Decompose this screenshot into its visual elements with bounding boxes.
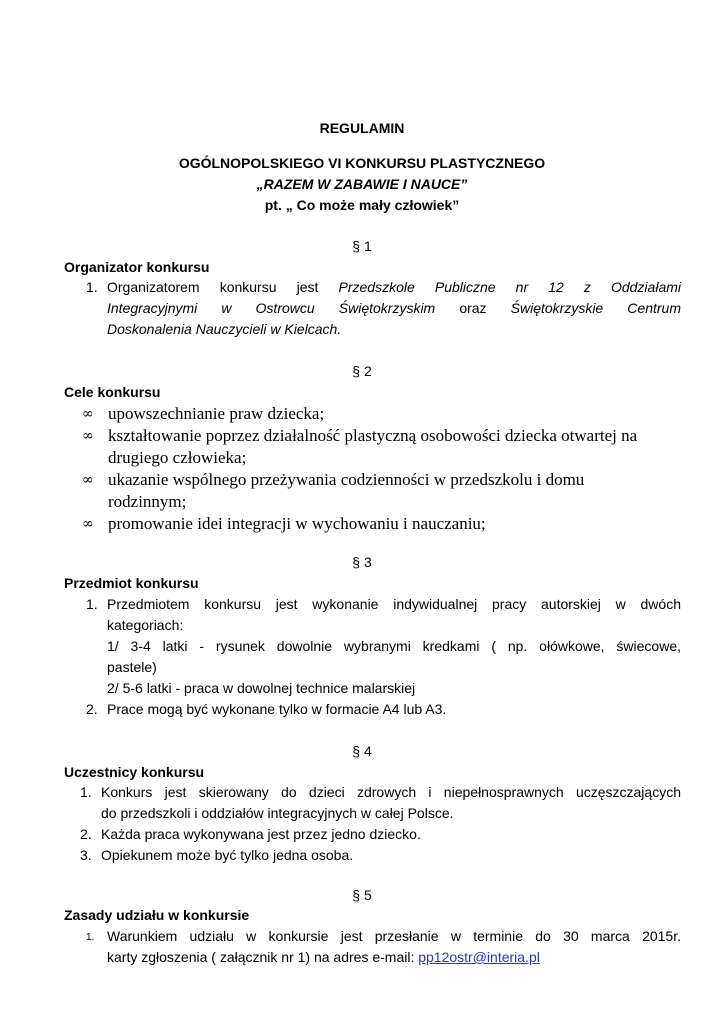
category-item: 1/ 3-4 latki - rysunek dowolnie wybranymi kredkami ( np. ołówkowe, świecowe,: [107, 638, 681, 654]
conjunction: oraz: [459, 300, 487, 316]
goal-item: kształtowanie poprzez działalność plastyczną osobowości dziecka otwartej na: [108, 426, 638, 445]
rules-item: Warunkiem udziału w konkursie jest przesłanie w terminie do 30 marca 2015r.: [107, 928, 681, 944]
category-item: 2/ 5-6 latki - praca w dowolnej technice malarskiej: [107, 680, 416, 696]
subject-item: Przedmiotem konkursu jest wykonanie indywidualnej pracy autorskiej w dwóch: [107, 596, 681, 612]
category-item-cont: pastele): [107, 659, 157, 675]
goal-item: upowszechnianie praw dziecka;: [108, 404, 325, 423]
doc-subtitle: OGÓLNOPOLSKIEGO VI KONKURSU PLASTYCZNEGO: [178, 155, 546, 171]
goal-item: promowanie idei integracji w wychowaniu i nauczaniu;: [108, 514, 486, 533]
contest-name: „RAZEM W ZABAWIE I NAUCE”: [256, 176, 468, 192]
section-mark-3: § 3: [352, 554, 372, 570]
list-number: 3.: [80, 847, 92, 863]
list-number: 1.: [86, 596, 98, 612]
goal-item-cont: rodzinnym;: [108, 492, 187, 511]
infinity-bullet-icon: ∞: [82, 472, 94, 488]
organizer-line-1: [107, 277, 681, 298]
section-mark-5: § 5: [352, 887, 372, 903]
list-number: 1.: [86, 932, 95, 943]
subject-item-cont: kategoriach:: [107, 617, 184, 633]
goal-item-cont: drugiego człowieka;: [108, 448, 247, 467]
organizer-name: Przedszkole Publiczne nr 12 z Oddziałami: [338, 279, 681, 295]
format-item: Prace mogą być wykonane tylko w formacie A4 lub A3.: [107, 701, 447, 717]
email-link[interactable]: pp12ostr@interia.pl: [418, 949, 540, 965]
organizer-text: Organizatorem konkursu jest: [107, 279, 319, 295]
organizer-line-2: [107, 298, 681, 319]
infinity-bullet-icon: ∞: [82, 428, 94, 444]
rules-item-cont: [107, 947, 540, 968]
section-mark-1: § 1: [352, 238, 372, 254]
doc-title: REGULAMIN: [319, 120, 405, 136]
infinity-bullet-icon: ∞: [82, 516, 94, 532]
contest-theme: pt. „ Co może mały człowiek”: [264, 197, 460, 213]
section-heading-2: Cele konkursu: [64, 384, 161, 400]
participants-item-cont: do przedszkoli i oddziałów integracyjnych w całej Polsce.: [101, 805, 454, 821]
section-heading-5: Zasady udziału w konkursie: [64, 907, 250, 923]
section-heading-4: Uczestnicy konkursu: [64, 764, 205, 780]
organizer-name-cont: Integracyjnymi w Ostrowcu Świętokrzyskim: [107, 300, 436, 316]
section-heading-3: Przedmiot konkursu: [64, 575, 199, 591]
list-number: 1.: [86, 279, 98, 295]
list-number: 2.: [86, 701, 98, 717]
co-organizer-name-cont: Doskonalenia Nauczycieli w Kielcach.: [107, 321, 342, 337]
section-mark-4: § 4: [352, 743, 372, 759]
rules-text: karty zgłoszenia ( załącznik nr 1) na adres e-mail:: [107, 949, 415, 965]
infinity-bullet-icon: ∞: [82, 406, 94, 422]
section-mark-2: § 2: [352, 363, 372, 379]
participants-item: Konkurs jest skierowany do dzieci zdrowych i niepełnosprawnych uczęszczających: [101, 784, 681, 800]
list-number: 1.: [80, 784, 92, 800]
section-heading-1: Organizator konkursu: [64, 259, 210, 275]
co-organizer-name: Świętokrzyskie Centrum: [510, 300, 681, 316]
participants-item: Każda praca wykonywana jest przez jedno dziecko.: [101, 826, 421, 842]
participants-item: Opiekunem może być tylko jedna osoba.: [101, 847, 354, 863]
list-number: 2.: [80, 826, 92, 842]
goal-item: ukazanie wspólnego przeżywania codzienności w przedszkolu i domu: [108, 470, 585, 489]
